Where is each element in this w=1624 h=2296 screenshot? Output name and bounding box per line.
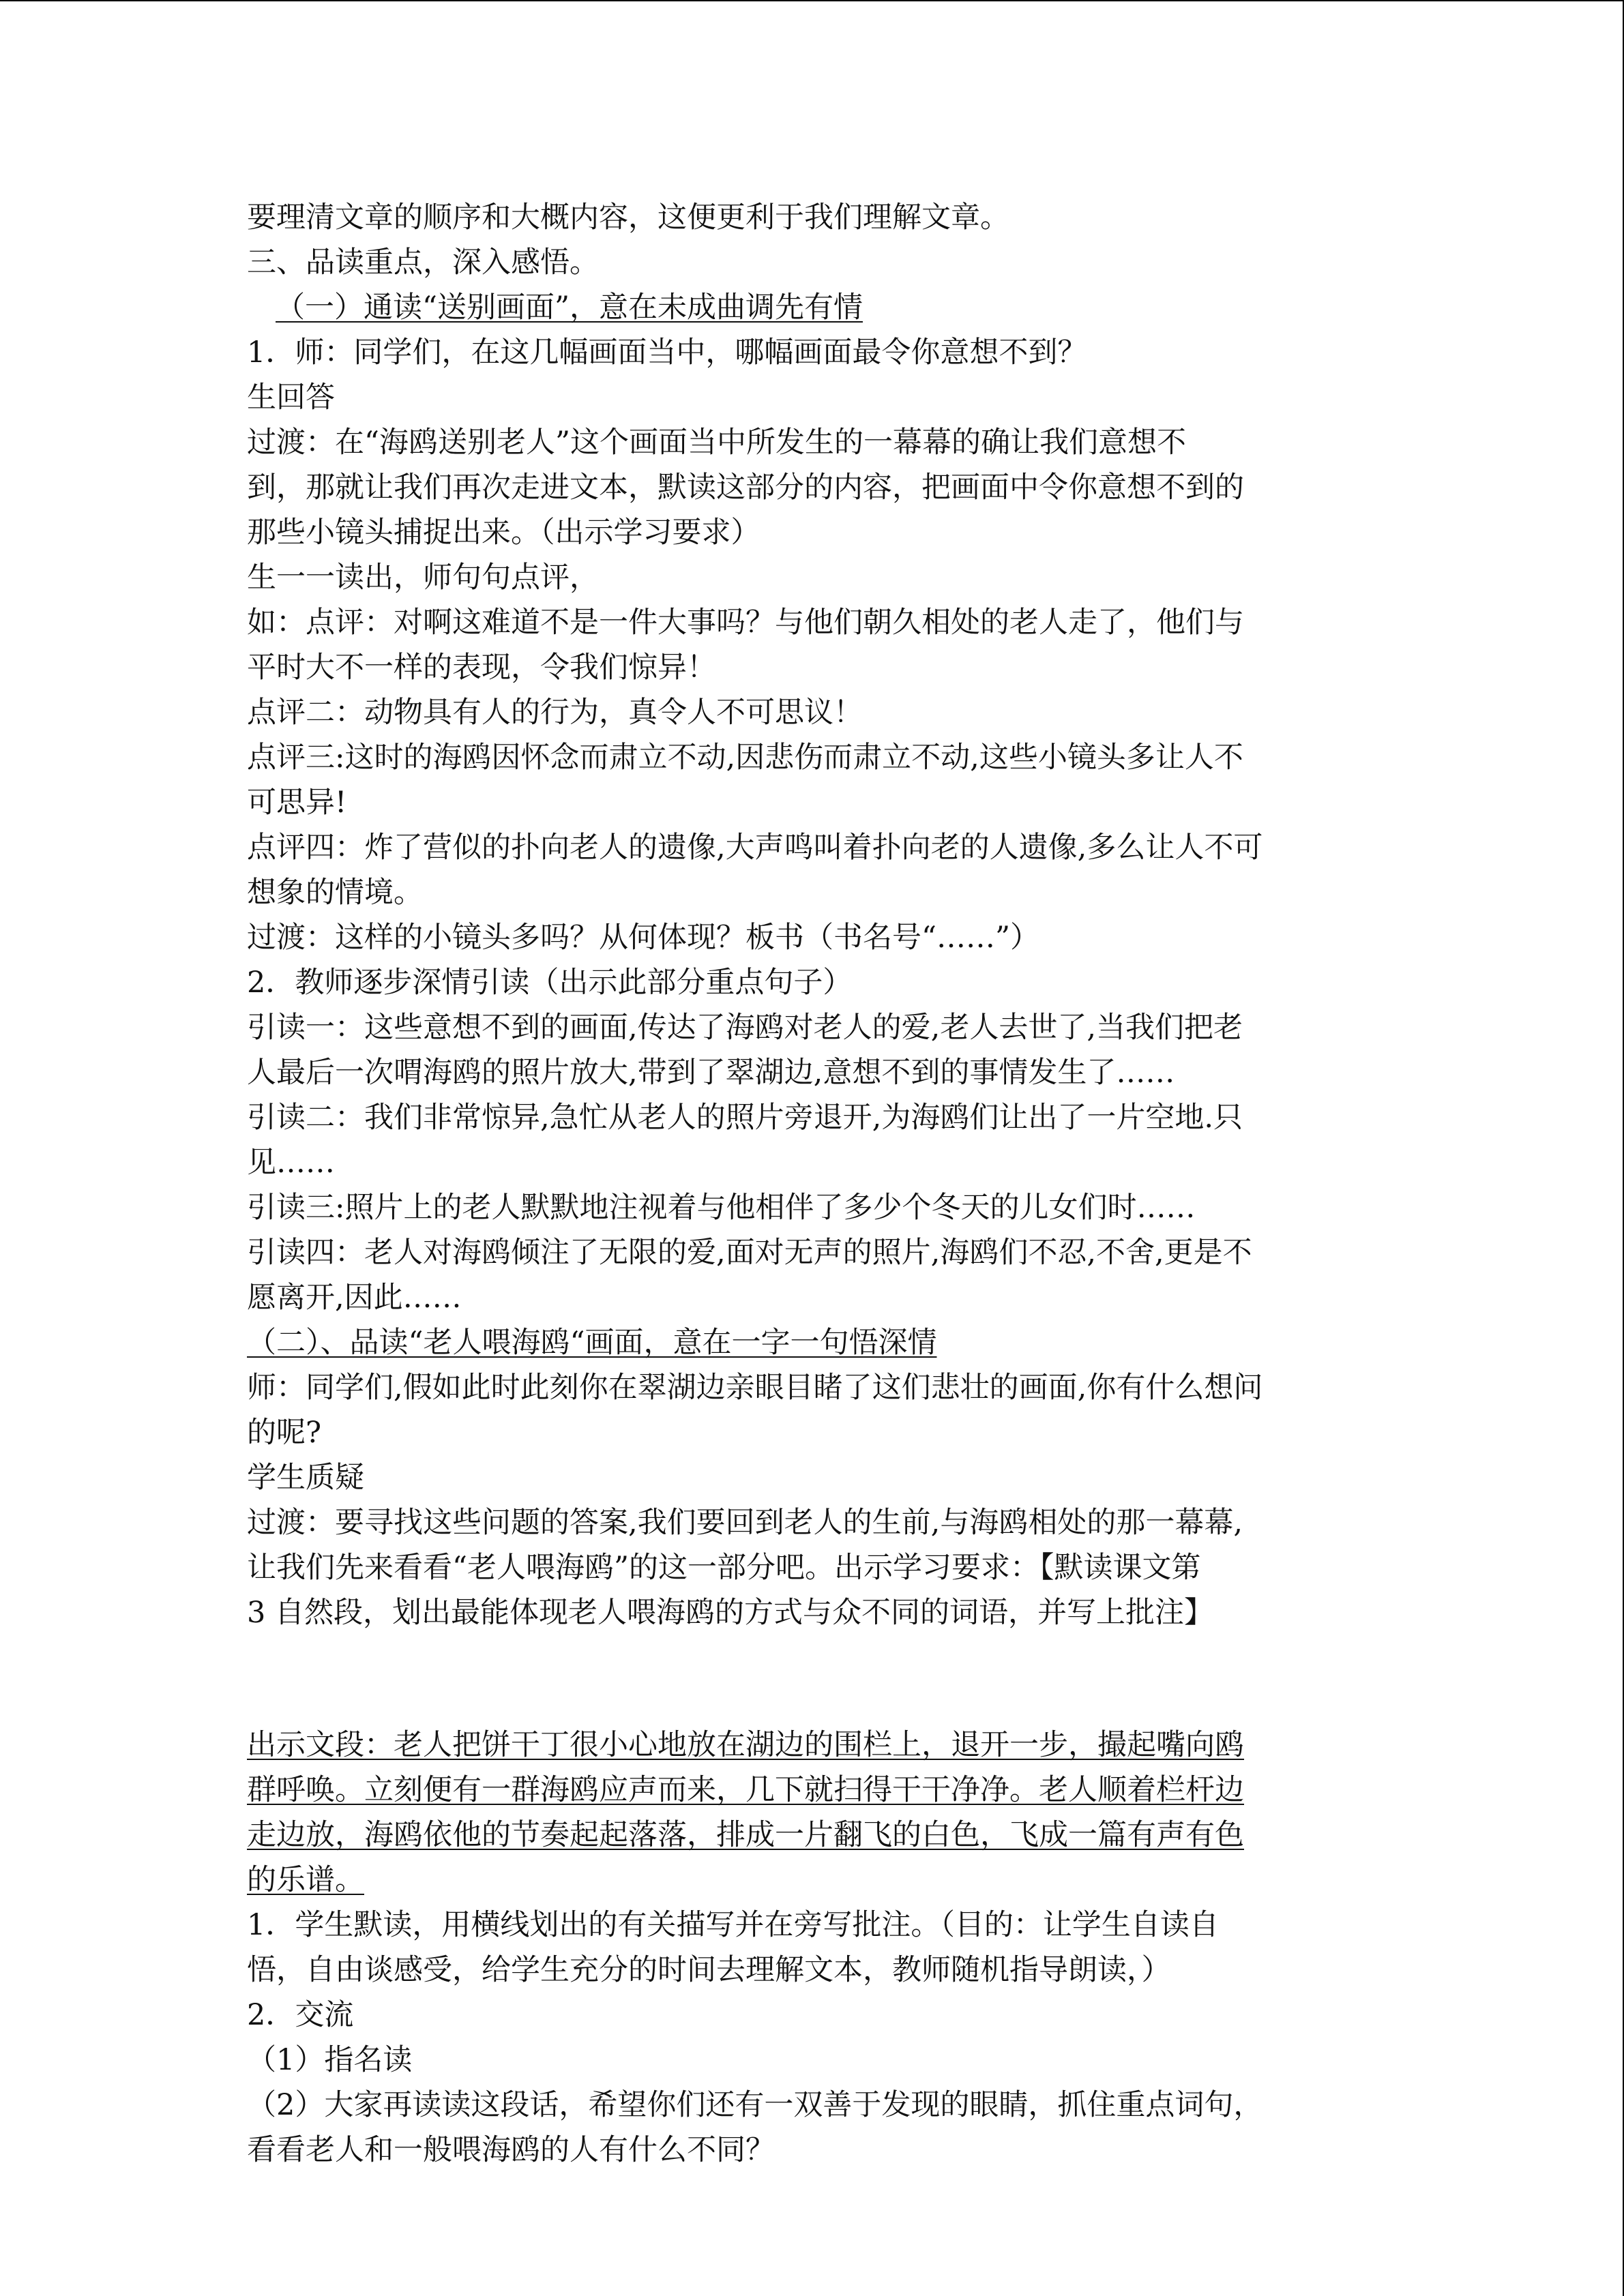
paragraph-line: （1）指名读 <box>247 2043 413 2077</box>
page-border-top <box>0 0 1624 1</box>
paragraph-line: 学生质疑 <box>247 1461 364 1495</box>
paragraph-line: 点评二：动物具有人的行为，真令人不可思议！ <box>247 696 863 730</box>
paragraph-line: 点评三:这时的海鸥因怀念而肃立不动,因悲伤而肃立不动,这些小镜头多让人不 <box>247 741 1243 775</box>
subsection-heading-2 <box>247 1320 1379 1365</box>
paragraph-line: 点评四：炸了营似的扑向老人的遗像,大声鸣叫着扑向老的人遗像,多么让人不可 <box>247 831 1263 865</box>
paragraph-line: 想象的情境。 <box>247 876 423 910</box>
paragraph-line: 的呢? <box>247 1416 322 1450</box>
subsection-heading-text: （二）、品读“老人喂海鸥“画面，意在一字一句悟深情 <box>247 1326 937 1360</box>
paragraph-line: 悟，自由谈感受，给学生充分的时间去理解文本，教师随机指导朗读，） <box>247 1953 1171 1987</box>
excerpt-text: 出示文段：老人把饼干丁很小心地放在湖边的围栏上，退开一步，撮起嘴向鸥 <box>247 1728 1244 1762</box>
paragraph-line: 生一一读出，师句句点评， <box>247 561 599 595</box>
paragraph-line: 引读四：老人对海鸥倾注了无限的爱,面对无声的照片,海鸥们不忍,不舍,更是不 <box>247 1236 1252 1270</box>
paragraph-line: 生回答 <box>247 381 335 415</box>
subsection-heading-text: （一）通读“送别画面”，意在未成曲调先有情 <box>276 290 863 325</box>
excerpt-text: 走边放，海鸥依他的节奏起起落落，排成一片翻飞的白色，飞成一篇有声有色 <box>247 1818 1244 1852</box>
paragraph-line: 2．教师逐步深情引读（出示此部分重点句子） <box>247 966 853 1000</box>
paragraph-line: 愿离开,因此…… <box>247 1281 462 1315</box>
paragraph-line: 引读一：这些意想不到的画面,传达了海鸥对老人的爱,老人去世了,当我们把老 <box>247 1011 1243 1045</box>
paragraph-line: 1．师：同学们，在这几幅画面当中，哪幅画面最令你意想不到？ <box>247 336 1087 370</box>
paragraph-line: 可思异! <box>247 786 347 820</box>
excerpt-text: 的乐谱。 <box>247 1863 364 1897</box>
paragraph-line: 过渡：要寻找这些问题的答案,我们要回到老人的生前,与海鸥相处的那一幕幕, <box>247 1506 1243 1540</box>
paragraph-line: 如：点评：对啊这难道不是一件大事吗？与他们朝久相处的老人走了，他们与 <box>247 606 1244 640</box>
paragraph-line: 过渡：在“海鸥送别老人”这个画面当中所发生的一幕幕的确让我们意想不 <box>247 426 1186 460</box>
paragraph-line: 人最后一次喟海鸥的照片放大,带到了翠湖边,意想不到的事情发生了…… <box>247 1056 1175 1090</box>
paragraph-line: 3 自然段，划出最能体现老人喂海鸥的方式与众不同的词语，并写上批注】 <box>247 1596 1214 1630</box>
excerpt-line <box>247 1858 1379 1903</box>
paragraph-line: 过渡：这样的小镜头多吗？从何体现？板书（书名号“……”） <box>247 921 1039 955</box>
paragraph-line: 见…… <box>247 1146 335 1180</box>
document-body <box>247 195 1379 2173</box>
excerpt-line <box>247 1768 1379 1813</box>
subsection-heading-1 <box>247 285 1379 330</box>
paragraph-line: 1．学生默读，用横线划出的有关描写并在旁写批注。（目的：让学生自读自 <box>247 1908 1219 1942</box>
excerpt-line <box>247 1813 1379 1858</box>
paragraph-line: 到，那就让我们再次走进文本，默读这部分的内容，把画面中令你意想不到的 <box>247 471 1244 505</box>
section-heading: 三、品读重点，深入感悟。 <box>247 245 599 280</box>
paragraph-line: 看看老人和一般喂海鸥的人有什么不同？ <box>247 2133 775 2167</box>
paragraph-line: 要理清文章的顺序和大概内容，这便更利于我们理解文章。 <box>247 200 1009 235</box>
paragraph-line: 引读二：我们非常惊异,急忙从老人的照片旁退开,为海鸥们让出了一片空地.只 <box>247 1101 1243 1135</box>
excerpt-line <box>247 1723 1379 1768</box>
paragraph-line: 师：同学们,假如此时此刻你在翠湖边亲眼目睹了这们悲壮的画面,你有什么想问 <box>247 1371 1263 1405</box>
paragraph-line: 平时大不一样的表现，令我们惊异！ <box>247 651 716 685</box>
excerpt-text: 群呼唤。立刻便有一群海鸥应声而来，几下就扫得干干净净。老人顺着栏杆边 <box>247 1773 1244 1807</box>
paragraph-line: 那些小镜头捕捉出来。（出示学习要求） <box>247 516 761 550</box>
paragraph-line: 2．交流 <box>247 1998 354 2032</box>
paragraph-line: 让我们先来看看“老人喂海鸥”的这一部分吧。出示学习要求：【默读课文第 <box>247 1551 1201 1585</box>
blank-gap <box>247 1635 1379 1723</box>
paragraph-line: 引读三:照片上的老人默默地注视着与他相伴了多少个冬天的儿女们时…… <box>247 1191 1196 1225</box>
paragraph-line: （2）大家再读读这段话，希望你们还有一双善于发现的眼睛，抓住重点词句， <box>247 2088 1263 2122</box>
